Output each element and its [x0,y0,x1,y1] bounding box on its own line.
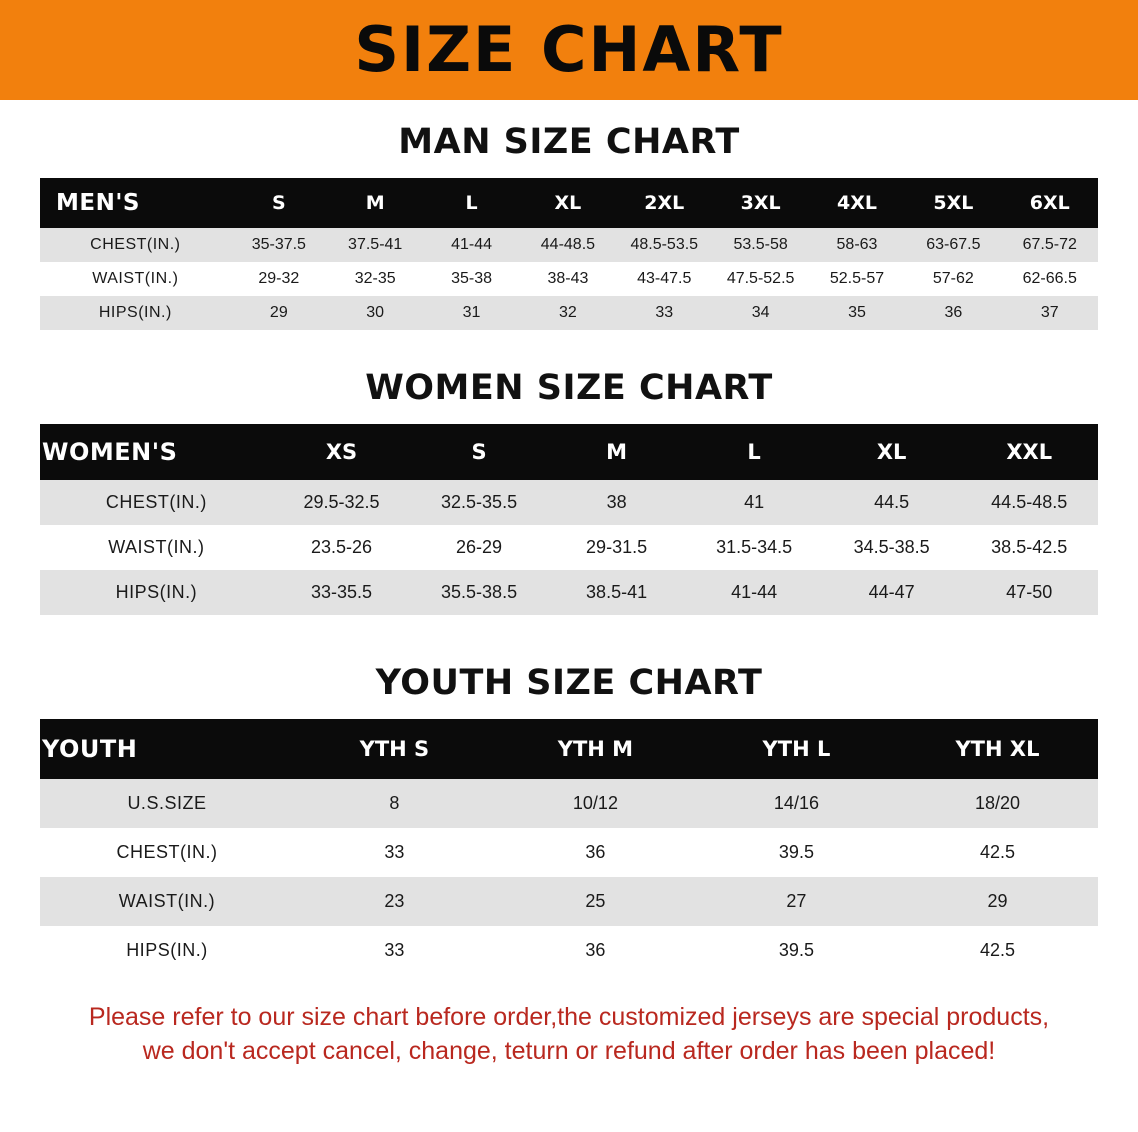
man-row-label-0: CHEST(IN.) [40,228,231,262]
women-col-1: S [410,424,548,480]
youth-cell-1-0: 33 [294,828,495,877]
page-title: SIZE CHART [354,13,784,86]
man-col-3: XL [520,178,616,228]
women-section-title: WOMEN SIZE CHART [365,368,773,408]
women-cell-0-5: 44.5-48.5 [960,480,1098,525]
man-cell-2-5: 34 [712,296,808,330]
man-cell-2-1: 30 [327,296,423,330]
women-cell-1-2: 29-31.5 [548,525,686,570]
women-cell-1-0: 23.5-26 [273,525,411,570]
youth-section-title: YOUTH SIZE CHART [375,663,763,703]
man-cell-2-4: 33 [616,296,712,330]
table-row [40,877,1098,926]
women-cell-1-1: 26-29 [410,525,548,570]
women-cell-0-1: 32.5-35.5 [410,480,548,525]
youth-cell-1-1: 36 [495,828,696,877]
man-cell-0-8: 67.5-72 [1002,228,1098,262]
policy-note-line-2: we don't accept cancel, change, teturn or refund after order has been placed! [142,1036,996,1065]
youth-row-header: YOUTH [40,719,294,779]
youth-col-0: YTH S [294,719,495,779]
man-col-8: 6XL [1002,178,1098,228]
man-section-title: MAN SIZE CHART [398,122,740,162]
man-row-label-2: HIPS(IN.) [40,296,231,330]
youth-table-wrapper [40,719,1098,975]
women-row-header: WOMEN'S [40,424,273,480]
man-cell-0-1: 37.5-41 [327,228,423,262]
man-cell-1-7: 57-62 [905,262,1001,296]
man-cell-1-5: 47.5-52.5 [712,262,808,296]
man-cell-2-2: 31 [423,296,519,330]
man-col-0: S [231,178,327,228]
women-cell-1-3: 31.5-34.5 [685,525,823,570]
man-cell-1-4: 43-47.5 [616,262,712,296]
man-cell-1-6: 52.5-57 [809,262,905,296]
page-banner [0,0,1138,100]
women-cell-0-2: 38 [548,480,686,525]
man-cell-0-4: 48.5-53.5 [616,228,712,262]
women-cell-0-4: 44.5 [823,480,961,525]
man-size-table [40,178,1098,330]
youth-cell-0-3: 18/20 [897,779,1098,828]
table-row [40,779,1098,828]
table-row [40,926,1098,975]
women-cell-2-0: 33-35.5 [273,570,411,615]
women-cell-1-4: 34.5-38.5 [823,525,961,570]
man-cell-2-8: 37 [1002,296,1098,330]
youth-col-1: YTH M [495,719,696,779]
man-col-7: 5XL [905,178,1001,228]
man-cell-1-2: 35-38 [423,262,519,296]
man-row-header: MEN'S [40,178,231,228]
man-cell-1-8: 62-66.5 [1002,262,1098,296]
policy-note-line-1: Please refer to our size chart before order,the customized jerseys are special products, [88,1003,1050,1031]
youth-cell-1-2: 39.5 [696,828,897,877]
man-col-5: 3XL [712,178,808,228]
women-cell-2-5: 47-50 [960,570,1098,615]
man-cell-0-3: 44-48.5 [520,228,616,262]
man-cell-2-0: 29 [231,296,327,330]
youth-cell-3-1: 36 [495,926,696,975]
man-table-wrapper [40,178,1098,330]
man-cell-0-5: 53.5-58 [712,228,808,262]
women-col-2: M [548,424,686,480]
women-row-label-0: CHEST(IN.) [40,480,273,525]
man-cell-0-7: 63-67.5 [905,228,1001,262]
youth-row-label-1: CHEST(IN.) [40,828,294,877]
man-col-1: M [327,178,423,228]
table-row [40,296,1098,330]
women-table-wrapper [40,424,1098,615]
man-cell-1-0: 29-32 [231,262,327,296]
youth-cell-2-1: 25 [495,877,696,926]
table-header-row [40,719,1098,779]
man-cell-0-6: 58-63 [809,228,905,262]
table-header-row [40,178,1098,228]
table-row [40,525,1098,570]
man-cell-2-3: 32 [520,296,616,330]
youth-cell-0-2: 14/16 [696,779,897,828]
man-col-2: L [423,178,519,228]
women-row-label-1: WAIST(IN.) [40,525,273,570]
youth-cell-0-0: 8 [294,779,495,828]
women-col-0: XS [273,424,411,480]
youth-cell-2-3: 29 [897,877,1098,926]
man-cell-1-1: 32-35 [327,262,423,296]
women-cell-2-4: 44-47 [823,570,961,615]
women-col-3: L [685,424,823,480]
youth-col-3: YTH XL [897,719,1098,779]
youth-row-label-0: U.S.SIZE [40,779,294,828]
youth-cell-2-2: 27 [696,877,897,926]
youth-row-label-2: WAIST(IN.) [40,877,294,926]
youth-size-table [40,719,1098,975]
table-row [40,228,1098,262]
youth-cell-1-3: 42.5 [897,828,1098,877]
man-cell-2-7: 36 [905,296,1001,330]
women-cell-1-5: 38.5-42.5 [960,525,1098,570]
man-cell-0-0: 35-37.5 [231,228,327,262]
man-cell-2-6: 35 [809,296,905,330]
women-cell-2-1: 35.5-38.5 [410,570,548,615]
youth-cell-2-0: 23 [294,877,495,926]
table-header-row [40,424,1098,480]
man-col-4: 2XL [616,178,712,228]
man-cell-0-2: 41-44 [423,228,519,262]
women-cell-2-2: 38.5-41 [548,570,686,615]
man-col-6: 4XL [809,178,905,228]
youth-cell-3-0: 33 [294,926,495,975]
women-size-table [40,424,1098,615]
youth-row-label-3: HIPS(IN.) [40,926,294,975]
table-row [40,828,1098,877]
man-row-label-1: WAIST(IN.) [40,262,231,296]
women-col-5: XXL [960,424,1098,480]
women-col-4: XL [823,424,961,480]
table-row [40,480,1098,525]
policy-note [34,1001,1104,1069]
table-row [40,570,1098,615]
youth-cell-0-1: 10/12 [495,779,696,828]
women-cell-2-3: 41-44 [685,570,823,615]
youth-col-2: YTH L [696,719,897,779]
women-row-label-2: HIPS(IN.) [40,570,273,615]
women-cell-0-0: 29.5-32.5 [273,480,411,525]
man-cell-1-3: 38-43 [520,262,616,296]
women-cell-0-3: 41 [685,480,823,525]
youth-cell-3-3: 42.5 [897,926,1098,975]
table-row [40,262,1098,296]
youth-cell-3-2: 39.5 [696,926,897,975]
